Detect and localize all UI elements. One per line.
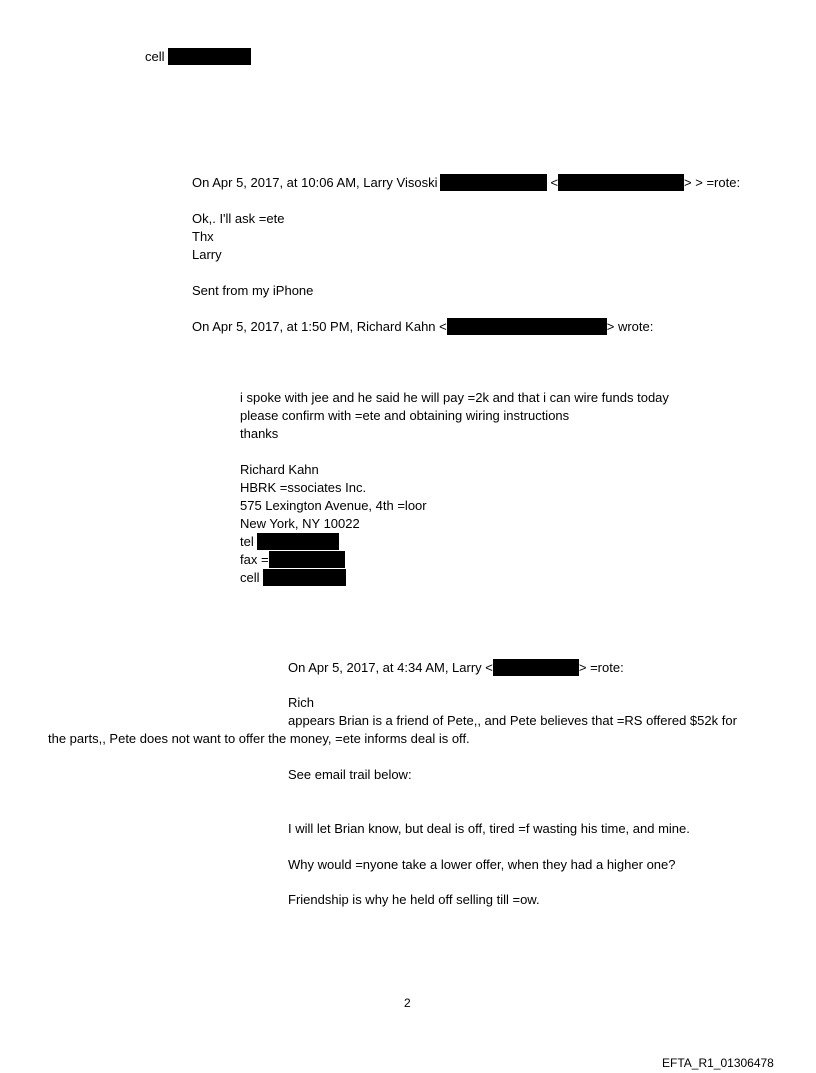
redaction-box <box>168 48 251 65</box>
sig-cell <box>240 569 346 587</box>
header-text: > > =rote: <box>684 175 741 190</box>
redaction-box <box>440 174 547 191</box>
body-line: appears Brian is a friend of Pete,, and Pete believes that =RS offered $52k for <box>288 713 737 728</box>
sig-address: 575 Lexington Avenue, 4th =loor <box>240 498 427 513</box>
body-line: the parts,, Pete does not want to offer the money, =ete informs deal is off. <box>48 731 470 746</box>
sig-address: New York, NY 10022 <box>240 516 360 531</box>
body-line: Friendship is why he held off selling till =ow. <box>288 892 540 907</box>
page-number: 2 <box>404 996 411 1010</box>
sig-company: HBRK =ssociates Inc. <box>240 480 367 495</box>
body-line: Larry <box>192 247 222 262</box>
redaction-box <box>257 533 339 550</box>
sig-fax <box>240 551 345 569</box>
sig-name: Richard Kahn <box>240 462 319 477</box>
header-text: On Apr 5, 2017, at 4:34 AM, Larry < <box>288 660 493 675</box>
header-text: > wrote: <box>606 319 654 334</box>
tel-label: tel <box>240 534 254 549</box>
header-text: < <box>550 175 559 190</box>
header-text: > =rote: <box>578 660 624 675</box>
bates-number: EFTA_R1_01306478 <box>662 1056 774 1070</box>
body-line: I will let Brian know, but deal is off, tired =f wasting his time, and mine. <box>288 821 690 836</box>
body-line: Why would =nyone take a lower offer, when they had a higher one? <box>288 857 676 872</box>
greeting: Rich <box>288 695 315 710</box>
redaction-box <box>263 569 346 586</box>
cell-label: cell <box>145 49 165 64</box>
body-line: See email trail below: <box>288 767 412 782</box>
header-text: On Apr 5, 2017, at 10:06 AM, Larry Visoski <box>192 175 438 190</box>
header-text: On Apr 5, 2017, at 1:50 PM, Richard Kahn < <box>192 319 447 334</box>
redaction-box <box>558 174 684 191</box>
body-line: Ok,. I'll ask =ete <box>192 211 285 226</box>
body-line: please confirm with =ete and obtaining wiring instructions <box>240 408 570 423</box>
sig-tel <box>240 533 339 551</box>
body-line: Thx <box>192 229 214 244</box>
redaction-box <box>493 659 579 676</box>
email-header-richard-kahn <box>192 318 653 336</box>
body-line: thanks <box>240 426 279 441</box>
redaction-box <box>447 318 607 335</box>
email-signature: Sent from my iPhone <box>192 283 314 298</box>
cell-label: cell <box>240 570 260 585</box>
email-header-larry-visoski <box>192 174 740 192</box>
email-header-larry <box>288 659 624 677</box>
redaction-box <box>269 551 345 568</box>
fax-label: fax = <box>240 552 269 567</box>
cell-line <box>145 48 251 66</box>
body-line: i spoke with jee and he said he will pay =2k and that i can wire funds today <box>240 390 669 405</box>
